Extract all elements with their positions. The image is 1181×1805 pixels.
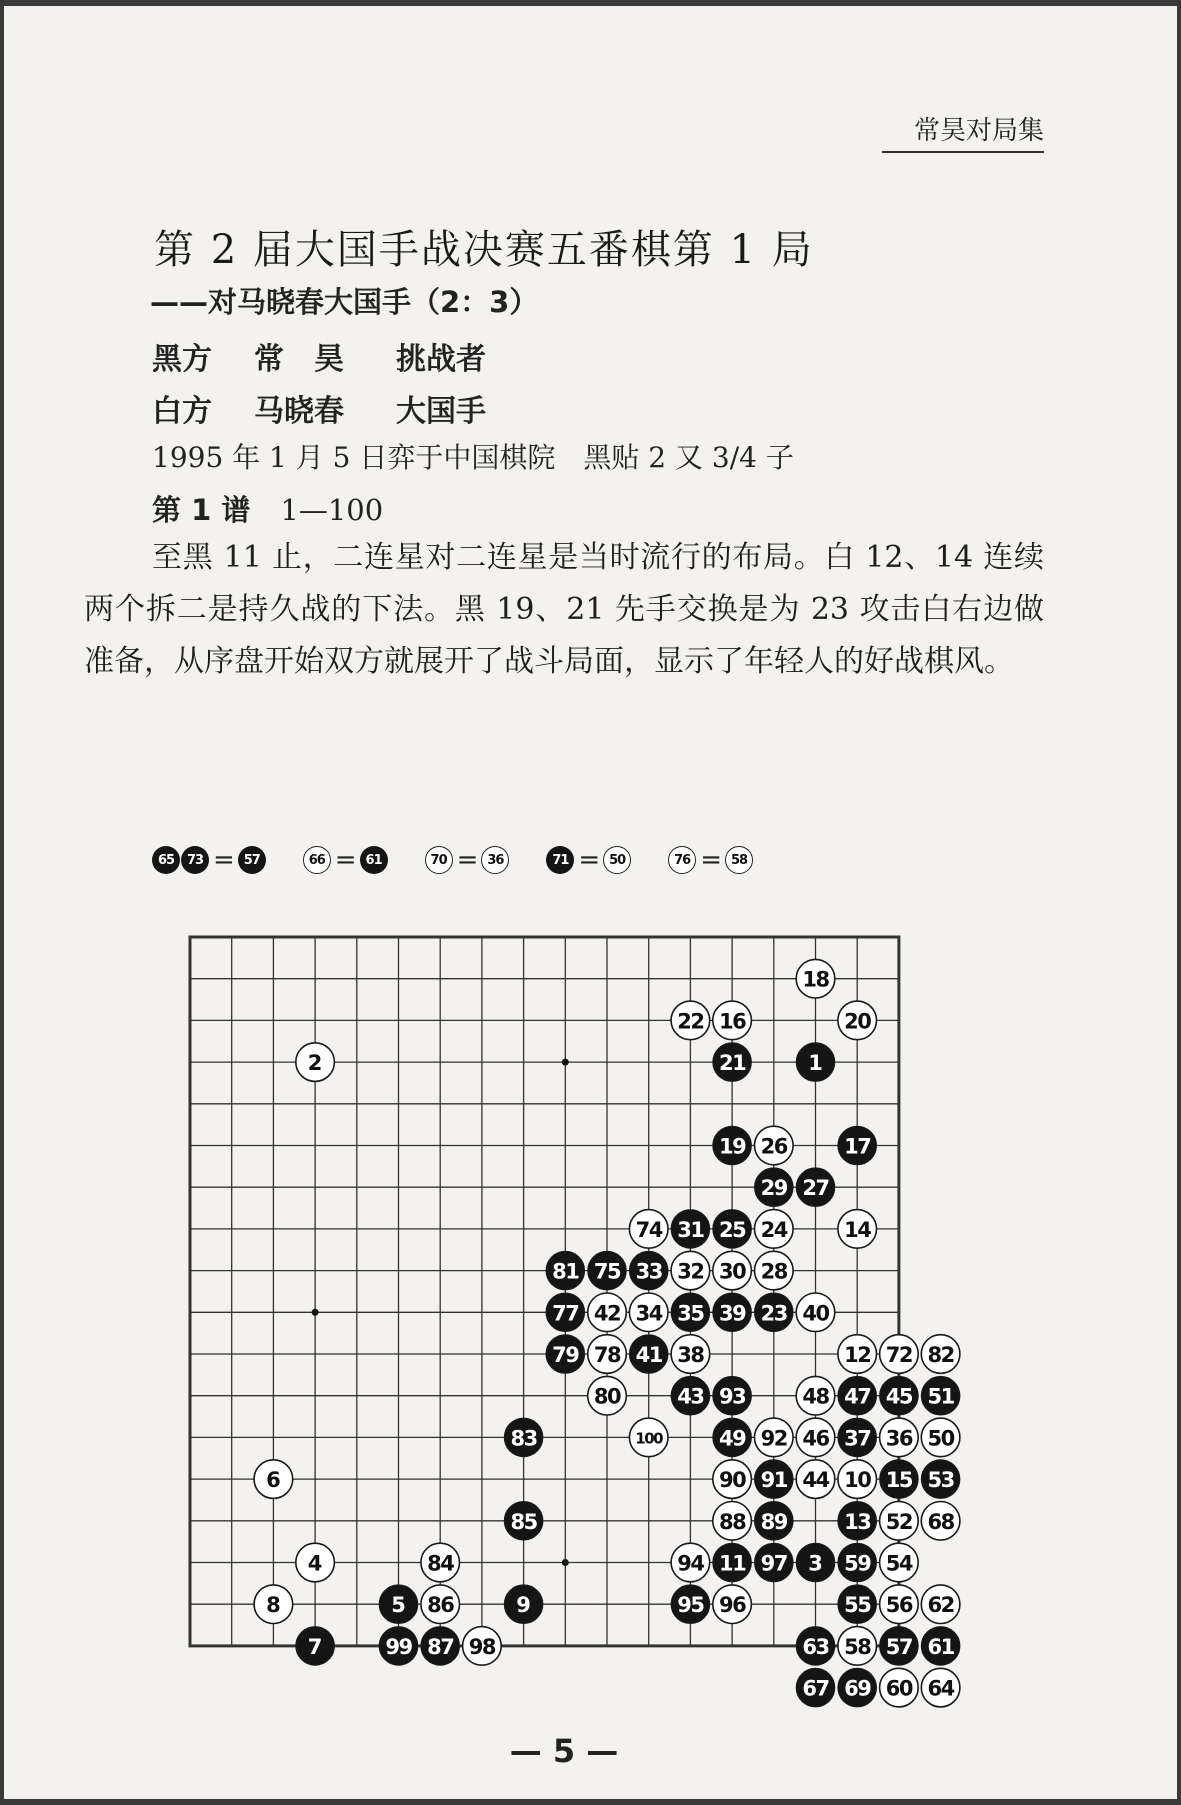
stone-move-number: 77 [552, 1301, 579, 1326]
equals-sign: = [334, 845, 357, 875]
record-range: 1—100 [280, 493, 384, 527]
move-stone: 65 [152, 846, 180, 874]
stone-move-number: 34 [635, 1301, 662, 1326]
stone-move-number: 85 [510, 1509, 537, 1534]
target-stone: 61 [360, 846, 388, 874]
stone-move-number: 52 [885, 1509, 913, 1534]
stone-move-number: 95 [677, 1593, 704, 1618]
stone-move-number: 87 [427, 1634, 454, 1659]
stone-move-number: 78 [593, 1343, 621, 1367]
stone-move-number: 5 [391, 1593, 406, 1618]
white-role: 白方 [152, 394, 212, 429]
stone-move-number: 19 [718, 1134, 746, 1159]
stone-move-number: 9 [516, 1593, 531, 1618]
stone-move-number: 35 [677, 1301, 704, 1326]
stone-move-number: 28 [760, 1259, 787, 1284]
stone-move-number: 22 [677, 1009, 704, 1034]
stone-move-number: 75 [593, 1259, 621, 1284]
stone-move-number: 50 [927, 1426, 954, 1451]
stone-move-number: 83 [510, 1426, 537, 1451]
stone-move-number: 31 [677, 1217, 704, 1242]
book-page [4, 6, 1177, 1799]
stone-move-number: 67 [802, 1676, 829, 1701]
star-point [562, 1059, 569, 1066]
stone-move-number: 48 [802, 1384, 829, 1409]
stone-move-number: 64 [927, 1676, 954, 1701]
stone-move-number: 54 [885, 1551, 913, 1576]
move-stone: 73 [181, 846, 209, 874]
stone-move-number: 62 [927, 1593, 954, 1618]
equals-sign: = [213, 845, 235, 875]
stone-move-number: 1 [808, 1051, 823, 1076]
game-subtitle: ——对马晓春大国手（2：3） [150, 285, 539, 319]
stone-move-number: 11 [718, 1551, 746, 1576]
stone-move-number: 58 [844, 1634, 871, 1659]
black-role: 黑方 [152, 342, 212, 377]
black-note: 挑战者 [396, 342, 486, 377]
game-date-line: 1995 年 1 月 5 日弈于中国棋院 黑贴 2 又 3/4 子 [152, 441, 794, 474]
go-board-diagram [4, 6, 1177, 1799]
stone-move-number: 7 [307, 1634, 323, 1659]
stone-move-number: 43 [677, 1384, 704, 1409]
white-name: 马晓春 [254, 394, 344, 429]
stone-move-number: 49 [718, 1426, 746, 1451]
target-stone: 50 [603, 846, 631, 874]
stone-move-number: 30 [718, 1259, 746, 1284]
star-point [312, 1309, 319, 1316]
stone-move-number: 17 [844, 1134, 871, 1159]
stone-move-number: 6 [266, 1468, 281, 1493]
record-label: 第 1 谱 [152, 493, 251, 527]
stone-move-number: 32 [677, 1259, 704, 1284]
stone-move-number: 57 [885, 1634, 913, 1659]
move-stone: 71 [546, 846, 574, 874]
commentary-paragraph: 至黑 11 止，二连星对二连星是当时流行的布局。白 12、14 连续两个拆二是持久战的下法。黑 19、21 先手交换是为 23 攻击白右边做准备，从序盘开始双方就展开了战斗局面，显示了年轻人的好战棋风。 [84, 540, 1044, 679]
stone-move-number: 97 [760, 1551, 787, 1576]
white-note: 大国手 [396, 394, 486, 429]
stone-move-number: 96 [718, 1593, 746, 1618]
move-stone: 76 [668, 846, 696, 874]
stone-move-number: 25 [718, 1217, 746, 1242]
stone-move-number: 98 [468, 1634, 496, 1659]
black-name: 常 昊 [254, 342, 344, 377]
stone-move-number: 74 [635, 1217, 662, 1242]
stone-move-number: 3 [808, 1551, 823, 1576]
stone-move-number: 12 [844, 1343, 871, 1367]
stone-move-number: 81 [552, 1259, 579, 1284]
stone-move-number: 46 [802, 1426, 829, 1451]
page-number: — 5 — [509, 1732, 619, 1770]
move-stone: 70 [425, 846, 453, 874]
move-stone: 66 [303, 846, 331, 874]
stone-move-number: 91 [760, 1468, 787, 1493]
target-stone: 57 [238, 846, 266, 874]
star-point [562, 1559, 569, 1566]
stone-move-number: 39 [718, 1301, 746, 1326]
stone-move-number: 14 [844, 1217, 871, 1242]
stone-move-number: 80 [593, 1384, 621, 1409]
stone-move-number: 68 [927, 1509, 954, 1534]
stone-move-number: 89 [760, 1509, 787, 1534]
stone-move-number: 88 [718, 1509, 746, 1534]
stone-move-number: 13 [844, 1509, 871, 1534]
stone-move-number: 41 [635, 1343, 662, 1367]
board-frame [190, 937, 899, 1646]
stone-move-number: 94 [677, 1551, 704, 1576]
stone-move-number: 15 [885, 1468, 913, 1493]
stone-move-number: 100 [635, 1429, 663, 1448]
stone-move-number: 24 [760, 1217, 787, 1242]
game-title: 第 2 届大国手战决赛五番棋第 1 局 [154, 227, 814, 273]
stone-move-number: 93 [718, 1384, 746, 1409]
stone-move-number: 23 [760, 1301, 787, 1326]
stone-move-number: 16 [718, 1009, 746, 1034]
stone-move-number: 10 [844, 1468, 871, 1493]
stone-move-number: 79 [552, 1343, 579, 1367]
stone-move-number: 47 [844, 1384, 871, 1409]
stone-move-number: 45 [885, 1384, 913, 1409]
stone-move-number: 20 [844, 1009, 871, 1034]
stone-move-number: 72 [885, 1343, 913, 1367]
stone-move-number: 29 [760, 1176, 787, 1201]
stone-move-number: 18 [802, 967, 829, 992]
stone-move-number: 61 [927, 1634, 954, 1659]
target-stone: 36 [481, 846, 509, 874]
equals-sign: = [700, 845, 722, 875]
stone-move-number: 4 [307, 1551, 323, 1576]
stone-move-number: 63 [802, 1634, 829, 1659]
stone-move-number: 60 [885, 1676, 913, 1701]
stone-move-number: 69 [844, 1676, 871, 1701]
stone-move-number: 59 [844, 1551, 871, 1576]
stone-move-number: 21 [718, 1051, 746, 1076]
stone-move-number: 2 [307, 1051, 323, 1076]
equals-sign: = [456, 845, 479, 875]
stone-move-number: 86 [427, 1593, 454, 1618]
stone-move-number: 90 [718, 1468, 746, 1493]
stone-move-number: 84 [427, 1551, 454, 1576]
stone-move-number: 37 [844, 1426, 871, 1451]
equals-sign: = [578, 845, 601, 875]
stone-move-number: 33 [635, 1259, 662, 1284]
stone-move-number: 55 [844, 1593, 871, 1618]
stone-move-number: 56 [885, 1593, 913, 1618]
stone-move-number: 36 [885, 1426, 913, 1451]
stone-move-number: 42 [593, 1301, 621, 1326]
running-header: 常昊对局集 [882, 110, 1044, 153]
stone-move-number: 26 [760, 1134, 787, 1159]
stone-move-number: 53 [927, 1468, 954, 1493]
stone-move-number: 8 [266, 1593, 281, 1618]
stone-move-number: 82 [927, 1343, 954, 1367]
target-stone: 58 [725, 846, 753, 874]
stone-move-number: 38 [677, 1343, 704, 1367]
stone-move-number: 51 [927, 1384, 954, 1409]
stone-move-number: 27 [802, 1176, 829, 1201]
stone-move-number: 99 [385, 1634, 412, 1659]
stone-move-number: 40 [802, 1301, 829, 1326]
stone-move-number: 44 [802, 1468, 829, 1493]
stone-move-number: 92 [760, 1426, 787, 1451]
